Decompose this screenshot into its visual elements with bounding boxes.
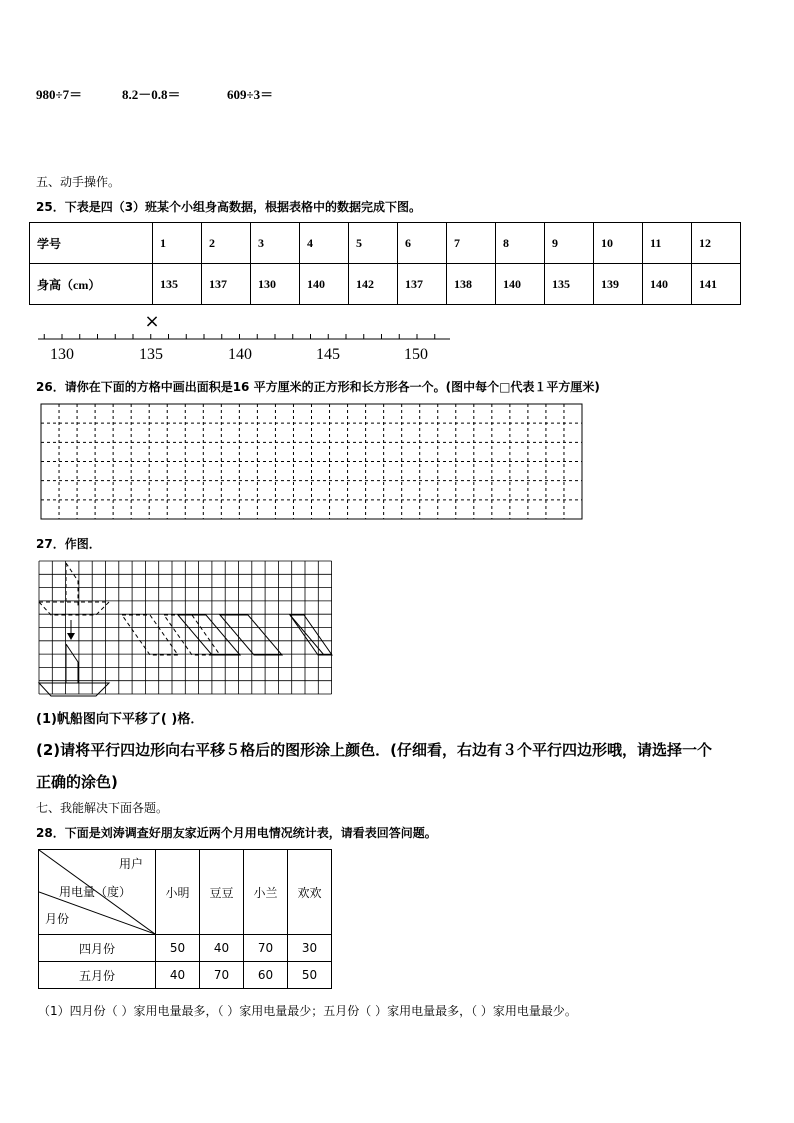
usage-cell: 40 (200, 935, 244, 962)
user-header: 欢欢 (288, 850, 332, 935)
height-cell: 138 (447, 264, 496, 305)
height-row (30, 264, 741, 305)
calc-item-3: 609÷3＝ (227, 87, 274, 102)
axis-label: 145 (316, 346, 340, 363)
dashed-parallelogram (122, 615, 178, 655)
q25-prompt: 25．下表是四（3）班某个小组身高数据，根据表格中的数据完成下图。 (36, 200, 422, 214)
user-header: 小明 (156, 850, 200, 935)
usage-cell: 60 (244, 962, 288, 989)
arrowhead-icon (67, 633, 75, 640)
row-header-height: 身高（cm） (30, 264, 153, 305)
id-cell: 10 (594, 223, 643, 264)
parallelogram-option-2 (220, 615, 282, 655)
id-cell: 12 (692, 223, 741, 264)
height-cell: 141 (692, 264, 741, 305)
height-number-line (0, 308, 460, 368)
id-cell: 7 (447, 223, 496, 264)
id-cell: 3 (251, 223, 300, 264)
student-id-row (30, 223, 741, 264)
height-cell: 135 (545, 264, 594, 305)
height-table (29, 222, 741, 305)
id-cell: 1 (153, 223, 202, 264)
corner-month-label: 月份 (45, 912, 70, 926)
id-cell: 8 (496, 223, 545, 264)
id-cell: 6 (398, 223, 447, 264)
user-header: 豆豆 (200, 850, 244, 935)
axis-label: 140 (228, 346, 252, 363)
id-cell: 9 (545, 223, 594, 264)
month-cell: 四月份 (39, 935, 156, 962)
id-cell: 11 (643, 223, 692, 264)
height-cell: 137 (398, 264, 447, 305)
section-five-heading: 五、动手操作。 (36, 175, 121, 189)
q27-sub2-line2: 正确的涂色) (36, 773, 118, 791)
q28-prompt: 28．下面是刘涛调查好朋友家近两个月用电情况统计表，请看表回答问题。 (36, 826, 437, 840)
usage-cell: 50 (288, 962, 332, 989)
parallelogram-option-3 (290, 615, 332, 655)
axis-label: 135 (139, 346, 163, 363)
height-cell: 140 (496, 264, 545, 305)
q27-sub1: (1)帆船图向下平移了( )格． (36, 712, 204, 727)
square-grid (40, 403, 585, 523)
user-header: 小兰 (244, 850, 288, 935)
may-row (39, 962, 332, 989)
number-line-marker: × (144, 311, 160, 332)
row-header-id: 学号 (30, 223, 153, 264)
q28-question: （1）四月份（ ）家用电量最多，（ ）家用电量最少；五月份（ ）家用电量最多，（ ）家用电量最少。 (38, 1004, 577, 1018)
dashed-boat-hull (39, 602, 109, 615)
height-cell: 137 (202, 264, 251, 305)
calc-item-1: 980÷7＝ (36, 87, 83, 102)
id-cell: 2 (202, 223, 251, 264)
q27-sub2-line1: (2)请将平行四边形向右平移５格后的图形涂上颜色．(仔细看，右边有３个平行四边形哦，请选择一个 (36, 741, 713, 759)
id-cell: 5 (349, 223, 398, 264)
height-cell: 130 (251, 264, 300, 305)
q27-prompt: 27．作图． (36, 537, 101, 551)
month-cell: 五月份 (39, 962, 156, 989)
height-cell: 140 (643, 264, 692, 305)
usage-cell: 50 (156, 935, 200, 962)
usage-cell: 70 (244, 935, 288, 962)
corner-user-label: 用户 (119, 857, 144, 871)
calc-item-2: 8.2－0.8＝ (122, 87, 181, 102)
solid-boat-sail (66, 644, 78, 683)
usage-cell: 30 (288, 935, 332, 962)
section-seven-heading: 七、我能解决下面各题。 (36, 801, 169, 815)
id-cell: 4 (300, 223, 349, 264)
height-cell: 135 (153, 264, 202, 305)
usage-cell: 40 (156, 962, 200, 989)
height-cell: 142 (349, 264, 398, 305)
electricity-table (38, 849, 332, 989)
translation-grid (36, 558, 344, 700)
corner-usage-label: 用电量（度） (59, 885, 132, 899)
height-cell: 140 (300, 264, 349, 305)
height-cell: 139 (594, 264, 643, 305)
parallelogram-helper (290, 615, 324, 655)
q26-prompt: 26．请你在下面的方格中画出面积是16 平方厘米的正方形和长方形各一个。(图中每个□代表１平方厘米) (36, 380, 600, 394)
april-row (39, 935, 332, 962)
axis-label: 150 (404, 346, 428, 363)
electricity-header-row (39, 850, 332, 935)
usage-cell: 70 (200, 962, 244, 989)
axis-label: 130 (50, 346, 74, 363)
corner-cell (39, 850, 156, 935)
